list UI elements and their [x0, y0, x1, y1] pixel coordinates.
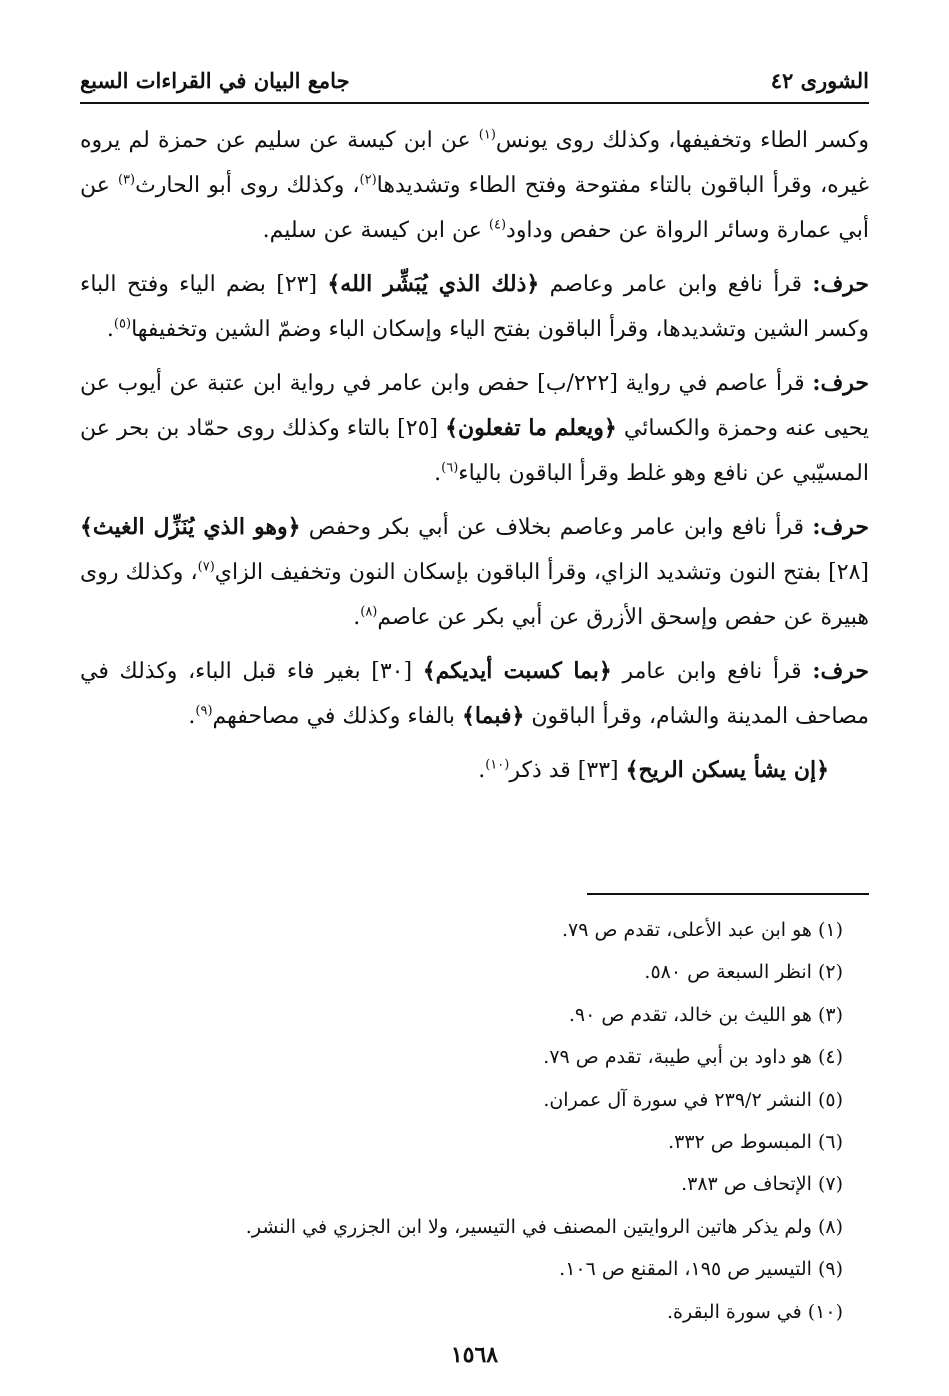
paragraph: وكسر الطاء وتخفيفها، وكذلك روى يونس$^{(١)}$ عن ابن كيسة عن سليم عن حمزة لم يروه غيره، وقرأ الباقون بالتاء مفتوحة وفتح الطاء وتشديدها$^{(٢)}$، وكذلك روى أبو الحارث$^{(٣)}$ عن أبي عمارة وسائر الرواة عن حفص وداود$^{(٤)}$ عن ابن كيسة عن سليم.: [80, 127, 869, 243]
footnote-item: [80, 951, 843, 993]
footnote-number: (١): [817, 919, 843, 941]
quranic-quote: ﴿ذلك الذي يُبَشِّر الله﴾: [327, 271, 540, 297]
footnote-text: المبسوط ص ٣٣٢.: [668, 1131, 812, 1154]
footnote-text: الإتحاف ص ٣٨٣.: [681, 1173, 812, 1196]
footnote-item: [80, 1121, 843, 1163]
main-text: [80, 118, 869, 802]
footnote-number: (٥): [817, 1088, 843, 1111]
footnote-ref: (٩): [195, 703, 213, 719]
page-number: ١٥٦٨: [450, 1342, 499, 1368]
footnote-number: (٢): [817, 961, 843, 984]
footnote-text: ولم يذكر هاتين الروايتين المصنف في التيسير، ولا ابن الجزري في النشر.: [245, 1215, 812, 1238]
footnote-number: (٧): [817, 1173, 843, 1196]
footnote-text: في سورة البقرة.: [666, 1300, 802, 1323]
footnote-ref: (٢): [359, 172, 377, 188]
footnote-ref: (١٠): [485, 757, 510, 773]
quranic-quote: ﴿وهو الذي يُنَزِّل الغيث﴾: [80, 514, 301, 540]
paragraph: حرف: قرأ نافع وابن عامر وعاصم ﴿ذلك الذي يُبَشِّر الله﴾ [٢٣] بضم الياء وفتح الباء وكسر الشين وتشديدها، وقرأ الباقون بفتح الياء وإسكان الباء وضمّ الشين وتخفيفها$^{(٥)}$.: [80, 271, 869, 342]
footnote-text: هو ابن عبد الأعلى، تقدم ص ٧٩.: [562, 919, 812, 941]
footnote-ref: (٣): [117, 172, 136, 188]
footnote-ref: (١): [478, 127, 496, 143]
section-lead: حرف:: [812, 370, 869, 396]
footnote-number: (٤): [817, 1046, 843, 1069]
footnote-text: انظر السبعة ص ٥٨٠.: [644, 961, 812, 984]
footnote-item: [80, 909, 843, 951]
footnote-ref: (٨): [360, 604, 378, 620]
footnote-number: (٣): [817, 1003, 843, 1026]
quranic-quote: ﴿فبما﴾: [462, 703, 525, 729]
paragraph: حرف: قرأ نافع وابن عامر وعاصم بخلاف عن أبي بكر وحفص ﴿وهو الذي يُنَزِّل الغيث﴾ [٢٨] بفتح النون وتشديد الزاي، وقرأ الباقون بإسكان النون وتخفيف الزاي$^{(٧)}$، وكذلك روى هبيرة عن حفص وإسحق الأزرق عن أبي بكر عن عاصم$^{(٨)}$.: [80, 514, 870, 630]
footnote-text: هو داود بن أبي طيبة، تقدم ص ٧٩.: [543, 1046, 812, 1069]
paragraph: حرف: قرأ نافع وابن عامر ﴿بما كسبت أيديكم﴾ [٣٠] بغير فاء قبل الباء، وكذلك في مصاحف المدينة والشام، وقرأ الباقون ﴿فبما﴾ بالفاء وكذلك في مصاحفهم$^{(٩)}$.: [80, 658, 869, 729]
footnote-divider: [587, 893, 869, 895]
quranic-quote: ﴿ويعلم ما تفعلون﴾: [445, 415, 617, 441]
footnote-item: [80, 994, 843, 1036]
quranic-quote: ﴿إن يشأ يسكن الريح﴾: [625, 757, 829, 783]
footnotes: [80, 909, 843, 1333]
footnote-ref: (٤): [488, 217, 507, 233]
footnote-text: هو الليث بن خالد، تقدم ص ٩٠.: [568, 1003, 812, 1026]
section-lead: حرف:: [812, 271, 869, 297]
footnote-number: (٩): [817, 1258, 843, 1281]
footnote-item: [80, 1291, 843, 1333]
footnote-item: [80, 1206, 843, 1248]
paragraph: حرف: قرأ عاصم في رواية [٢٢٢/ب] حفص وابن عامر في رواية ابن عتبة عن أيوب عن يحيى عنه وحمزة والكسائي ﴿ويعلم ما تفعلون﴾ [٢٥] بالتاء وكذلك روى حمّاد بن بحر عن المسيّبي عن نافع وهو غلط وقرأ الباقون بالياء$^{(٦)}$.: [80, 370, 870, 486]
running-header: [80, 62, 869, 104]
header-surah-title: الشورى ٤٢: [770, 68, 869, 93]
quranic-quote: ﴿بما كسبت أيديكم﴾: [422, 658, 612, 684]
footnote-ref: (٧): [197, 559, 215, 575]
section-lead: حرف:: [812, 658, 869, 684]
footnote-item: [80, 1079, 843, 1121]
footnote-text: النشر ٢٣٩/٢ في سورة آل عمران.: [543, 1088, 812, 1111]
footnote-number: (٦): [817, 1131, 843, 1154]
header-book-title: جامع البيان في القراءات السبع: [80, 68, 350, 93]
paragraph: ﴿إن يشأ يسكن الريح﴾ [٣٣] قد ذكر$^{(١٠)}$.: [478, 757, 829, 783]
footnote-number: (١٠): [807, 1300, 843, 1323]
footnote-ref: (٥): [113, 316, 132, 332]
footnote-item: [80, 1163, 843, 1205]
footnote-item: [80, 1248, 843, 1290]
footnote-ref: (٦): [441, 460, 459, 476]
footnote-item: [80, 1036, 843, 1078]
footnote-text: التيسير ص ١٩٥، المقنع ص ١٠٦.: [559, 1258, 812, 1281]
footnote-number: (٨): [817, 1215, 843, 1238]
section-lead: حرف:: [812, 514, 869, 540]
